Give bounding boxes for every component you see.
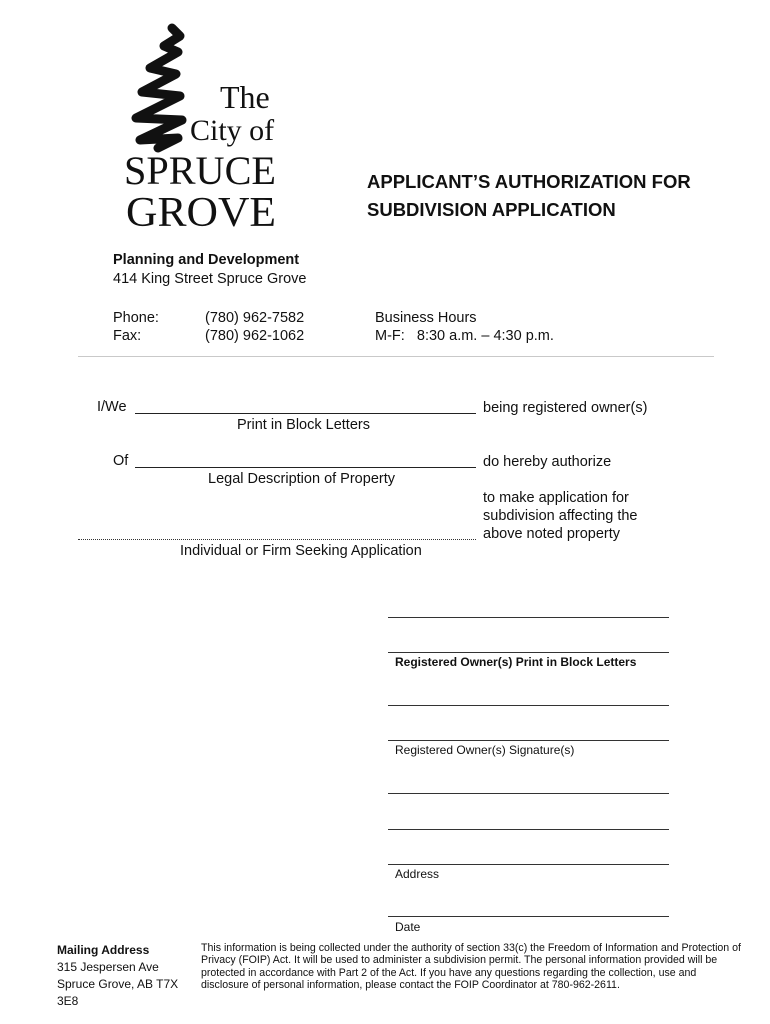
section-divider (78, 356, 714, 357)
title-line-2: SUBDIVISION APPLICATION (367, 199, 616, 220)
mailing-address-line-3: 3E8 (57, 994, 79, 1008)
applicant-firm-caption: Individual or Firm Seeking Application (180, 543, 422, 559)
legal-description-field[interactable] (135, 467, 476, 468)
logo-spruce: SPRUCE (124, 148, 276, 193)
of-label: Of (113, 453, 129, 469)
iwe-label: I/We (97, 399, 127, 415)
business-hours-label: Business Hours (375, 310, 477, 326)
authorize-text-2: subdivision affecting the (483, 508, 638, 524)
phone-number: (780) 962-7582 (205, 310, 305, 326)
of-right-text: do hereby authorize (483, 454, 612, 470)
address-field-1[interactable] (388, 793, 669, 794)
department-name: Planning and Development (113, 252, 300, 268)
applicant-firm-field[interactable] (78, 539, 476, 540)
iwe-right-text: being registered owner(s) (483, 400, 648, 416)
logo-the: The (220, 79, 270, 115)
legal-description-caption: Legal Description of Property (208, 471, 395, 487)
owner-signature-field-1[interactable] (388, 705, 669, 706)
logo-city-of: City of (190, 114, 275, 147)
owner-name-field[interactable] (135, 413, 476, 414)
owner-print-caption: Registered Owner(s) Print in Block Letters (395, 655, 637, 669)
authorize-text-1: to make application for (483, 490, 629, 506)
foip-notice: This information is being collected under the authority of section 33(c) the Freedom of Information and Protection of Privacy (FOIP) Act. It will be used to administer a subdivision permit. The personal information provided will be protected in accordance with Part 2 of the Act. If you have any questions regarding the collection, use and disclosure of personal information, please contact the FOIP Coordinator at 780-962-2611. (201, 942, 741, 992)
mailing-address-heading: Mailing Address (57, 943, 150, 957)
document-title (367, 168, 691, 224)
office-address: 414 King Street Spruce Grove (113, 271, 307, 287)
title-line-1: APPLICANT’S AUTHORIZATION FOR (367, 171, 691, 192)
address-caption: Address (395, 867, 440, 881)
owner-print-field-2[interactable] (388, 652, 669, 653)
spruce-tree-icon (120, 22, 285, 237)
date-field[interactable] (388, 916, 669, 917)
city-logo (120, 22, 285, 237)
owner-signature-caption: Registered Owner(s) Signature(s) (395, 743, 575, 757)
business-hours: M-F: 8:30 a.m. – 4:30 p.m. (375, 328, 554, 344)
mailing-address-line-2: Spruce Grove, AB T7X (57, 977, 179, 991)
owner-name-caption: Print in Block Letters (237, 417, 370, 433)
address-field-2[interactable] (388, 829, 669, 830)
owner-signature-field-2[interactable] (388, 740, 669, 741)
fax-number: (780) 962-1062 (205, 328, 305, 344)
authorize-text-3: above noted property (483, 526, 621, 542)
owner-print-field-1[interactable] (388, 617, 669, 618)
phone-label: Phone: (113, 310, 159, 326)
fax-label: Fax: (113, 328, 142, 344)
address-field-3[interactable] (388, 864, 669, 865)
date-caption: Date (395, 920, 421, 934)
mailing-address-line-1: 315 Jespersen Ave (57, 960, 159, 974)
logo-grove: GROVE (126, 190, 276, 236)
mailing-address (57, 942, 178, 1010)
